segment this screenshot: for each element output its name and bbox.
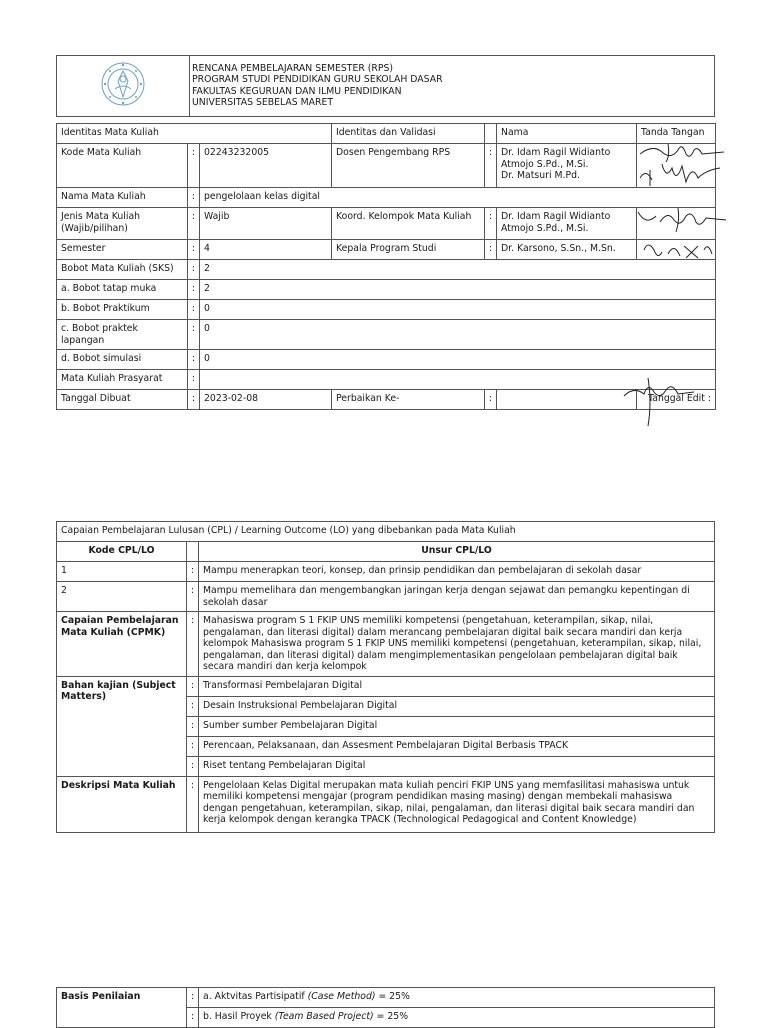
header-line: UNIVERSITAS SEBELAS MARET <box>192 97 334 109</box>
header-table <box>56 55 715 117</box>
koord-names: Dr. Idam Ragil Widianto Atmojo S.Pd., M.Si. <box>497 208 637 240</box>
bobot-tatap-value: 2 <box>200 280 716 300</box>
tanggal-dibuat-value: 2023-02-08 <box>200 390 332 410</box>
perbaikan-value <box>497 390 637 410</box>
header-title-block <box>190 56 715 117</box>
kode-mk-value: 02243232005 <box>200 144 332 188</box>
deskripsi-value: Pengelolaan Kelas Digital merupakan mata kuliah penciri FKIP UNS yang memfasilitasi mahasiswa untuk memiliki kompetensi mengajar (program pendidikan masing masing) dengan membekali mahasiswa dengan pengetahuan, keterampilan, sikap, nilai, pengalaman, dan literasi digital baik secara mandiri dan kerja kelompok dengan kerangka TPACK (Technological Pedagogical and Content Knowledge) <box>199 776 715 832</box>
dosen-names: Dr. Idam Ragil Widianto Atmojo S.Pd., M.Si. Dr. Matsuri M.Pd. <box>497 144 637 188</box>
identity-table: Identitas Mata Kuliah Identitas dan Validasi Nama Tanda Tangan Kode Mata Kuliah : 02243232005 Dosen Pengembang RPS : Dr. Idam Ragil Widianto Atmojo S.Pd., M.Si. Dr. Matsuri M.Pd. Nama Mata Kuliah : pengelolaan kelas digital Jenis Mata Kuliah (Wajib/pilihan) : Wajib Koord. Kelompok Mata Kuliah : Dr. Idam Ragil Widianto Atmojo S.Pd., M.Si. Semester : 4 Kepala Program Studi : Dr. Karsono, S.Sn., M.Sn. Bobot Mata Kuliah (SKS) : 2 a. Bobot tatap muka : 2 b. Bobot Praktikum : 0 c. Bobot praktek lapangan : 0 d. Bobot simulasi : 0 Mata Kuliah Prasyarat : Tanggal Dibuat : 2023-02-08 Perbaikan Ke- : Tanggal Edit : <box>56 123 716 410</box>
bobot-praktikum-value: 0 <box>200 300 716 320</box>
col-header-identitas-validasi: Identitas dan Validasi <box>332 124 485 144</box>
cpmk-value: Mahasiswa program S 1 FKIP UNS memiliki kompetensi (pengetahuan, keterampilan, sikap, nilai, pengalaman, dan literasi digital) dalam merancang pembelajaran digital baik secara mandiri dan kerja kelompok Mahasiswa program S 1 FKIP UNS memiliki kompetensi (pengetahuan, keterampilan, sikap, nilai, pengalaman, dan literasi digital) dalam mengimplementasikan pengelolaan pembelajaran digital baik secara mandiri dan kerja kelompok <box>199 612 715 677</box>
bobot-simulasi-value: 0 <box>200 350 716 370</box>
cpl-title: Capaian Pembelajaran Lulusan (CPL) / Learning Outcome (LO) yang dibebankan pada Mata Kuliah <box>57 522 715 542</box>
bobot-praktikum-label: b. Bobot Praktikum <box>57 300 188 320</box>
jenis-mk-value: Wajib <box>200 208 332 240</box>
bobot-lapangan-label: c. Bobot praktek lapangan <box>57 320 188 350</box>
kode-cpl-header: Kode CPL/LO <box>57 542 187 562</box>
bahan-kajian-item: Desain Instruksional Pembelajaran Digital <box>199 696 715 716</box>
bobot-simulasi-label: d. Bobot simulasi <box>57 350 188 370</box>
jenis-mk-label: Jenis Mata Kuliah (Wajib/pilihan) <box>57 208 188 240</box>
signature-cell-koord <box>637 208 716 240</box>
cpmk-label: Capaian Pembelajaran Mata Kuliah (CPMK) <box>57 612 187 677</box>
prasyarat-value <box>200 370 716 390</box>
bobot-lapangan-value: 0 <box>200 320 716 350</box>
koord-label: Koord. Kelompok Mata Kuliah <box>332 208 485 240</box>
header-line: RENCANA PEMBELAJARAN SEMESTER (RPS) <box>192 62 393 74</box>
kaprodi-label: Kepala Program Studi <box>332 240 485 260</box>
basis-item: b. Hasil Proyek (Team Based Project) = 25% <box>199 1008 715 1028</box>
dosen-label: Dosen Pengembang RPS <box>332 144 485 188</box>
prasyarat-label: Mata Kuliah Prasyarat <box>57 370 188 390</box>
col-header-nama: Nama <box>497 124 637 144</box>
nama-mk-label: Nama Mata Kuliah <box>57 188 188 208</box>
cpl-unsur: Mampu menerapkan teori, konsep, dan prinsip pendidikan dan pembelajaran di sekolah dasar <box>199 562 715 582</box>
bahan-kajian-item: Perencaan, Pelaksanaan, dan Assesment Pembelajaran Digital Berbasis TPACK <box>199 736 715 756</box>
basis-item: a. Aktvitas Partisipatif (Case Method) = 25% <box>199 988 715 1008</box>
deskripsi-label: Deskripsi Mata Kuliah <box>57 776 187 832</box>
header-line: FAKULTAS KEGURUAN DAN ILMU PENDIDIKAN <box>192 85 402 97</box>
bobot-sks-label: Bobot Mata Kuliah (SKS) <box>57 260 188 280</box>
cpl-kode: 1 <box>57 562 187 582</box>
bobot-tatap-label: a. Bobot tatap muka <box>57 280 188 300</box>
bobot-sks-value: 2 <box>200 260 716 280</box>
kaprodi-name: Dr. Karsono, S.Sn., M.Sn. <box>497 240 637 260</box>
col-header-identitas-mk: Identitas Mata Kuliah <box>57 124 332 144</box>
basis-penilaian-table: Basis Penilaian : a. Aktvitas Partisipatif (Case Method) = 25% : b. Hasil Proyek (Team Based Project) = 25% <box>56 987 715 1028</box>
tanggal-dibuat-label: Tanggal Dibuat <box>57 390 188 410</box>
signature-cell-kaprodi <box>637 240 716 260</box>
university-logo <box>95 59 151 109</box>
tanggal-edit-label: Tanggal Edit : <box>637 390 716 410</box>
signature-cell-dosen <box>637 144 716 188</box>
bahan-kajian-item: Riset tentang Pembelajaran Digital <box>199 756 715 776</box>
cpl-unsur: Mampu memelihara dan mengembangkan jaringan kerja dengan sejawat dan pemangku kepentingan di sekolah dasar <box>199 582 715 612</box>
basis-penilaian-label: Basis Penilaian <box>57 988 187 1028</box>
cpl-kode: 2 <box>57 582 187 612</box>
perbaikan-label: Perbaikan Ke- <box>332 390 485 410</box>
logo-cell <box>57 56 190 117</box>
semester-label: Semester <box>57 240 188 260</box>
kode-mk-label: Kode Mata Kuliah <box>57 144 188 188</box>
bahan-kajian-item: Sumber sumber Pembelajaran Digital <box>199 716 715 736</box>
col-header-ttd: Tanda Tangan <box>637 124 716 144</box>
nama-mk-value: pengelolaan kelas digital <box>200 188 716 208</box>
cpl-table: Capaian Pembelajaran Lulusan (CPL) / Learning Outcome (LO) yang dibebankan pada Mata Kuliah Kode CPL/LO Unsur CPL/LO 1 : Mampu menerapkan teori, konsep, dan prinsip pendidikan dan pembelajaran di sekolah dasar 2 : Mampu memelihara dan mengembangkan jaringan kerja dengan sejawat dan pemangku kepentingan di sekolah dasar Capaian Pembelajaran Mata Kuliah (CPMK) : Mahasiswa program S 1 FKIP UNS memiliki kompetensi (pengetahuan, keterampilan, sikap, nilai, pengalaman, dan literasi digital) dalam merancang pembelajaran digital baik secara mandiri dan kerja kelompok Mahasiswa program S 1 FKIP UNS memiliki kompetensi (pengetahuan, keterampilan, sikap, nilai, pengalaman, dan literasi digital) dalam mengimplementasikan pengelolaan pembelajaran digital baik secara mandiri dan kerja kelompok Bahan kajian (Subject Matters) : Transformasi Pembelajaran Digital : Desain Instruksional Pembelajaran Digital : Sumber sumber Pembelajaran Digital : Perencaan, Pelaksanaan, dan Assesment Pembelajaran Digital Berbasis TPACK : Riset tentang Pembelajaran Digital Deskripsi Mata Kuliah : Pengelolaan Kelas Digital merupakan mata kuliah penciri FKIP UNS yang memfasilitasi mahasiswa untuk memiliki kompetensi mengajar (program pendidikan masing masing) dengan membekali mahasiswa dengan pengetahuan, keterampilan, sikap, nilai, pengalaman, dan literasi digital baik secara mandiri dan kerja kelompok dengan kerangka TPACK (Technological Pedagogical and Content Knowledge) <box>56 521 715 833</box>
header-line: PROGRAM STUDI PENDIDIKAN GURU SEKOLAH DASAR <box>192 74 443 86</box>
semester-value: 4 <box>200 240 332 260</box>
bahan-kajian-label: Bahan kajian (Subject Matters) <box>57 676 187 776</box>
unsur-cpl-header: Unsur CPL/LO <box>199 542 715 562</box>
bahan-kajian-item: Transformasi Pembelajaran Digital <box>199 676 715 696</box>
